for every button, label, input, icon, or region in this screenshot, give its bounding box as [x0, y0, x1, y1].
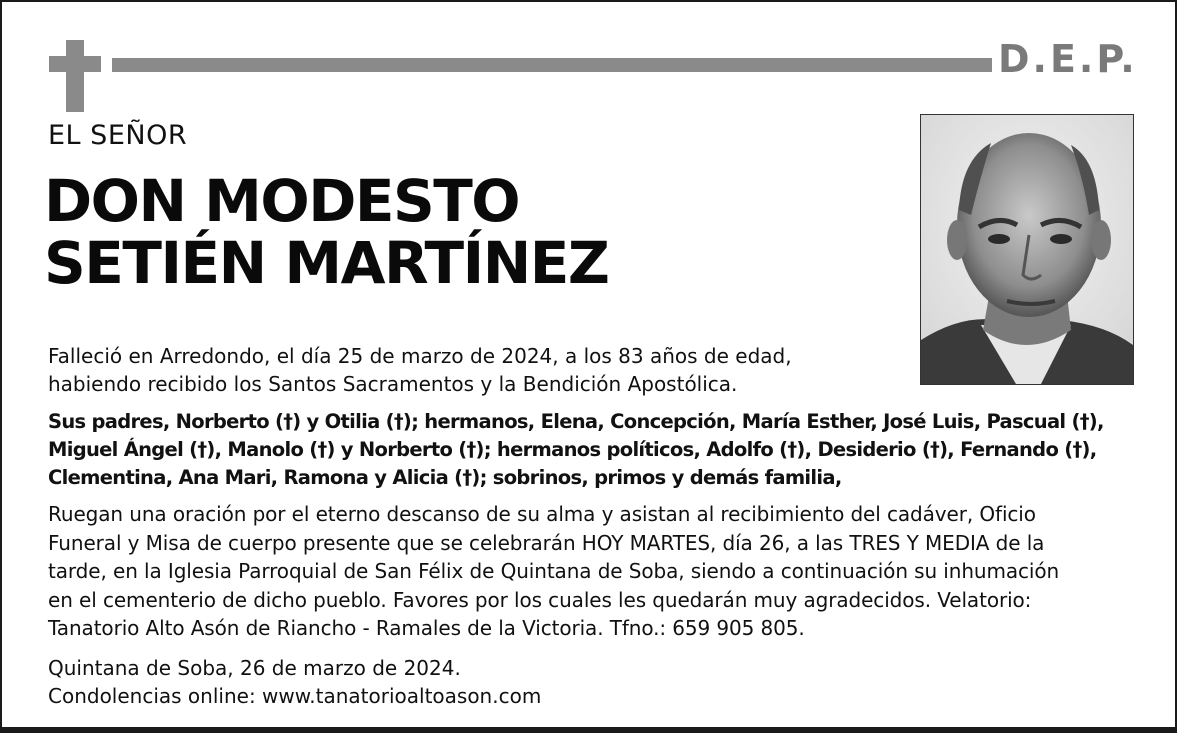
death-notice	[48, 342, 908, 398]
death-notice-line: habiendo recibido los Santos Sacramentos y la Bendición Apostólica.	[48, 372, 738, 396]
dep-label: D.E.P.	[998, 37, 1138, 81]
family-line: Sus padres, Norberto (†) y Otilia (†); hermanos, Elena, Concepción, María Esther, José Luis, Pascual (†),	[48, 410, 1104, 433]
death-notice-line: Falleció en Arredondo, el día 25 de marzo de 2024, a los 83 años de edad,	[48, 344, 792, 368]
request-line: Tanatorio Alto Asón de Riancho - Ramales de la Victoria. Tfno.: 659 905 805.	[48, 616, 805, 640]
family-line: Clementina, Ana Mari, Ramona y Alicia (†); sobrinos, primos y demás familia,	[48, 466, 842, 489]
deceased-name	[44, 167, 609, 297]
intro-label: EL SEÑOR	[48, 120, 188, 151]
header-rule	[112, 58, 992, 72]
service-request	[48, 500, 1059, 643]
family-list	[48, 408, 1104, 492]
family-line: Miguel Ángel (†), Manolo (†) y Norberto (†); hermanos políticos, Adolfo (†), Desiderio (†), Fernando (†),	[48, 438, 1097, 461]
request-line: en el cementerio de dicho pueblo. Favores por los cuales les quedarán muy agradecidos. Velatorio:	[48, 587, 1032, 612]
portrait-photo	[920, 114, 1134, 385]
footer	[48, 654, 541, 710]
name-line-1: DON MODESTO	[44, 167, 520, 235]
name-line-2: SETIÉN MARTÍNEZ	[44, 229, 609, 297]
place-date: Quintana de Soba, 26 de marzo de 2024.	[48, 656, 461, 680]
condolences-link[interactable]: Condolencias online: www.tanatorioaltoason.com	[48, 684, 542, 708]
request-line: Ruegan una oración por el eterno descanso de su alma y asistan al recibimiento del cadáver, Oficio	[48, 502, 1036, 526]
request-line: tarde, en la Iglesia Parroquial de San Félix de Quintana de Soba, siendo a continuación su inhumación	[48, 559, 1060, 583]
request-line: Funeral y Misa de cuerpo presente que se celebrarán HOY MARTES, día 26, a las TRES Y MEDIA de la	[48, 530, 1045, 555]
